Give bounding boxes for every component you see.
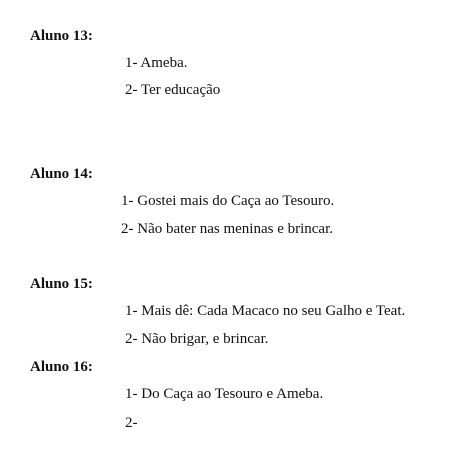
answer-item-1: 1- Ameba. — [125, 55, 188, 71]
answer-item-2: 2- Ter educação — [125, 82, 221, 98]
section-heading-aluno-14: Aluno 14: — [30, 166, 93, 182]
answer-item-1: 1- Do Caça ao Tesouro e Ameba. — [125, 386, 324, 402]
section-heading-aluno-15: Aluno 15: — [30, 276, 93, 292]
answer-item-2: 2- — [125, 415, 138, 431]
section-heading-aluno-13: Aluno 13: — [30, 28, 93, 44]
answer-item-2: 2- Não brigar, e brincar. — [125, 331, 269, 347]
section-heading-aluno-16: Aluno 16: — [30, 359, 93, 375]
answer-item-1: 1- Gostei mais do Caça ao Tesouro. — [121, 193, 335, 209]
answer-item-2: 2- Não bater nas meninas e brincar. — [121, 221, 333, 237]
answer-item-1: 1- Mais dê: Cada Macaco no seu Galho e Teat. — [125, 303, 406, 319]
